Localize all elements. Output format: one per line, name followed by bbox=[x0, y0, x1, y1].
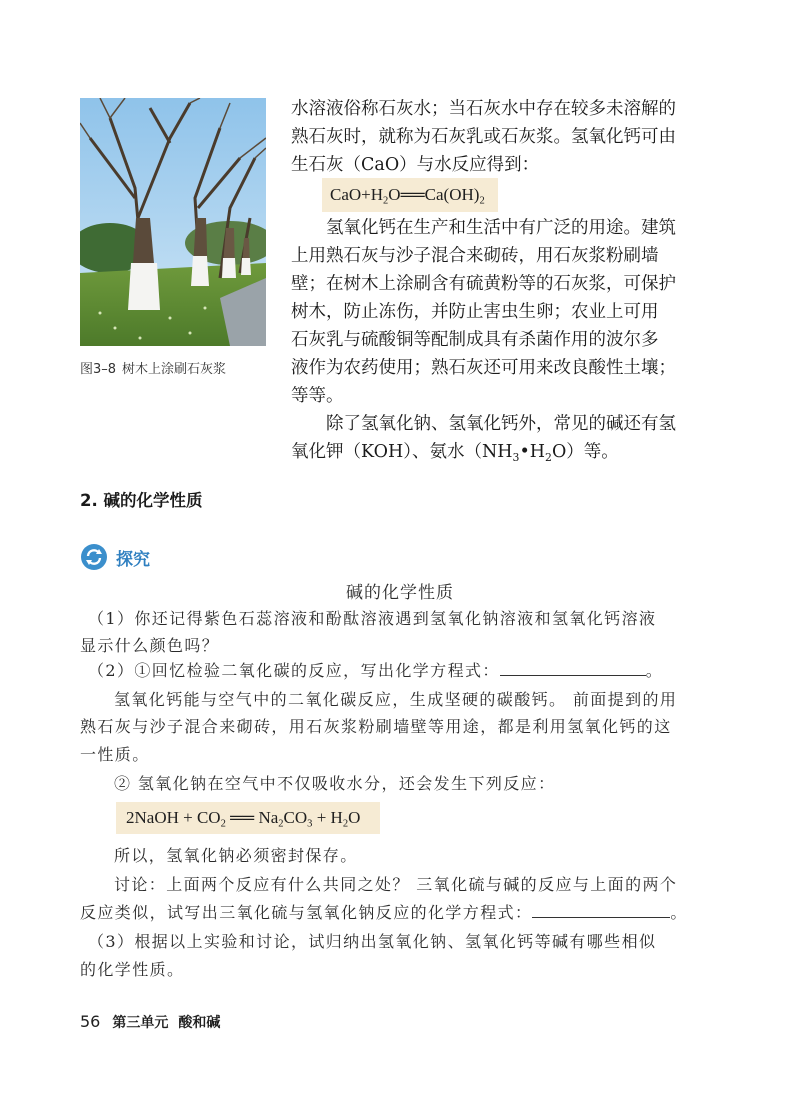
discussion-line: 反应类似，试写出三氧化硫与氢氧化钠反应的化学方程式： 。 bbox=[80, 903, 688, 922]
body-line: 水溶液俗称石灰水；当石灰水中存在较多未溶解的 bbox=[291, 99, 676, 119]
chapter-label: 酸和碱 bbox=[178, 1015, 221, 1031]
unit-label: 第三单元 bbox=[112, 1015, 169, 1031]
paragraph-line: 一性质。 bbox=[80, 745, 150, 764]
question-3-cont: 的化学性质。 bbox=[80, 960, 185, 979]
figure-number: 图3–8 bbox=[80, 362, 117, 377]
body-line: 壁；在树木上涂刷含有硫黄粉等的石灰浆，可保护 bbox=[291, 274, 676, 294]
explore-title: 碱的化学性质 bbox=[346, 583, 454, 603]
body-line: 氧化钾（KOH）、氨水$(NH_3•H_2O)$等。 bbox=[291, 442, 619, 464]
page-footer bbox=[80, 1012, 220, 1032]
question-1-cont: 显示什么颜色吗？ bbox=[80, 636, 220, 655]
figure-caption bbox=[80, 358, 226, 377]
body-line: 液作为农药使用；熟石灰还可用来改良酸性土壤； bbox=[291, 358, 676, 378]
question-1: （1）你还记得紫色石蕊溶液和酚酞溶液遇到氢氧化钠溶液和氢氧化钙溶液 bbox=[88, 609, 657, 628]
paragraph-line: ② 氢氧化钠在空气中不仅吸收水分，还会发生下列反应： bbox=[114, 774, 556, 793]
question-3: （3）根据以上实验和讨论，试归纳出氢氧化钠、氢氧化钙等碱有哪些相似 bbox=[88, 932, 657, 951]
paragraph-line: 氢氧化钙能与空气中的二氧化碳反应，生成坚硬的碳酸钙。 前面提到的用 bbox=[114, 690, 678, 709]
question-2: （2）①回忆检验二氧化碳的反应，写出化学方程式： 。 bbox=[88, 661, 664, 680]
equation-box-cao: $CaO+H_2O══Ca(OH)_2$ bbox=[322, 178, 498, 212]
body-line: 树木，防止冻伤，并防止害虫生卵；农业上可用 bbox=[291, 302, 659, 322]
answer-blank[interactable] bbox=[500, 661, 646, 676]
refresh-cycle-icon bbox=[80, 543, 108, 571]
body-line: 生石灰（CaO）与水反应得到： bbox=[291, 155, 540, 175]
explore-label: 探究 bbox=[116, 550, 150, 570]
body-line: 等等。 bbox=[291, 386, 344, 406]
equation-box-naoh: 2NaOH + $CO_2$ ══ $Na_2CO_3 + H_2O$ bbox=[116, 802, 380, 834]
body-line: 上用熟石灰与沙子混合来砌砖，用石灰浆粉刷墙 bbox=[291, 246, 659, 266]
paragraph-line: 所以，氢氧化钠必须密封保存。 bbox=[114, 846, 358, 865]
answer-blank[interactable] bbox=[532, 903, 670, 918]
discussion-line: 讨论：上面两个反应有什么共同之处？ 三氧化硫与碱的反应与上面的两个 bbox=[114, 875, 678, 894]
paragraph-line: 熟石灰与沙子混合来砌砖，用石灰浆粉刷墙壁等用途，都是利用氢氧化钙的这 bbox=[80, 717, 672, 736]
figure-caption-text: 树木上涂刷石灰浆 bbox=[122, 362, 227, 377]
tree-photo bbox=[80, 98, 266, 346]
body-line: 氢氧化钙在生产和生活中有广泛的用途。建筑 bbox=[326, 218, 676, 238]
body-line: 除了氢氧化钠、氢氧化钙外，常见的碱还有氢 bbox=[326, 414, 676, 434]
body-line: 石灰乳与硫酸铜等配制成具有杀菌作用的波尔多 bbox=[291, 330, 659, 350]
page-number: 56 bbox=[80, 1012, 101, 1031]
body-line: 熟石灰时，就称为石灰乳或石灰浆。氢氧化钙可由 bbox=[291, 127, 676, 147]
section-heading: 2. 碱的化学性质 bbox=[80, 491, 203, 510]
